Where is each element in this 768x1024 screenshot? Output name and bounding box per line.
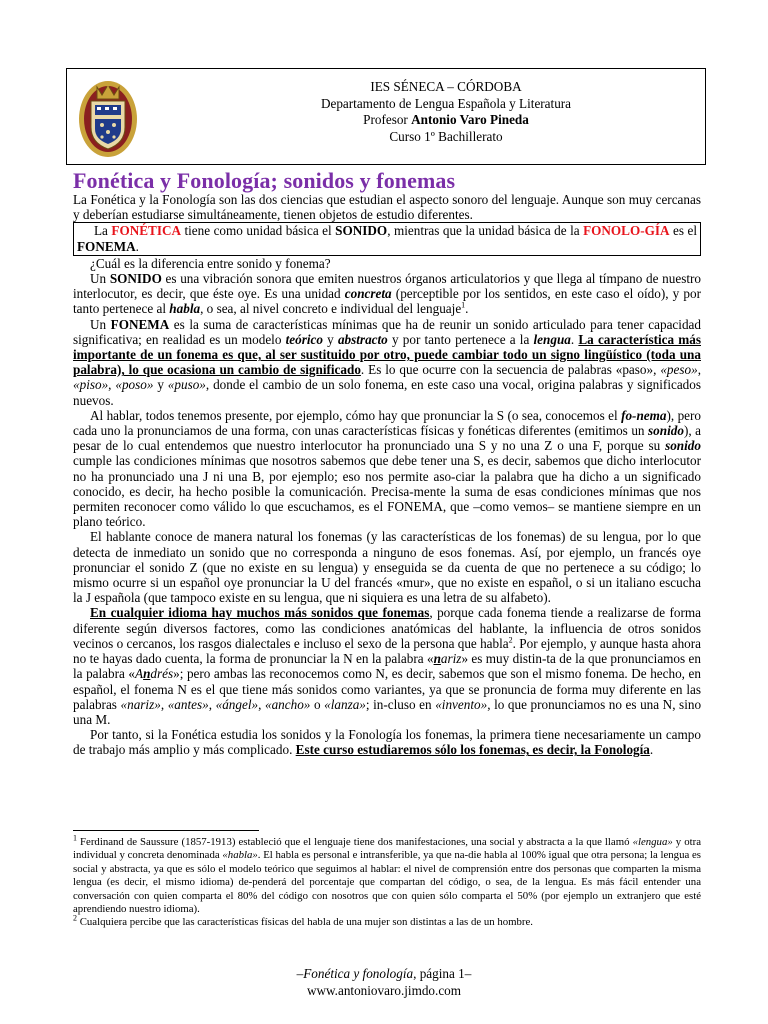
- school-crest-icon: [77, 75, 139, 159]
- website-link[interactable]: www.antoniovaro.jimdo.com: [306, 983, 462, 998]
- school-name: IES SÉNECA – CÓRDOBA: [370, 79, 522, 94]
- teacher-name: Antonio Varo Pineda: [411, 112, 529, 127]
- footnote-2: $^2$ Cualquiera percibe que las características físicas del habla de una mujer son distintas a las de un hombre.: [73, 913, 534, 929]
- course: Curso 1º Bachillerato: [389, 128, 503, 144]
- key-definition-box: La FONÉTICA tiene como unidad básica el SONIDO, mientras que la unidad básica de la FONOLO-GÍA es el FONEMA.: [73, 222, 701, 255]
- paragraph-intro: La Fonética y la Fonología son las dos ciencias que estudian el aspecto sonoro del lenguaje. Aunque son muy cercanas y deberían estudiarse simultáneamente, tienen objetos de estudio diferentes.: [73, 192, 701, 223]
- footnote-1: $^1$ Ferdinand de Saussure (1857-1913) estableció que el lenguaje tiene dos manifestaciones, una social y abstracta a la que llamó «lengua» y otra individual y concreta denominada «habla». El habla es personal e intransferible, ya que na-die habla al 100% igual que otra persona; la lengua es social y abstracta, ya que es sólo el modelo teórico que seguimos al hablar: el nivel de comprensión entre dos personas que comparten la misma lengua (es decir, el mismo idioma) de-penderá del porcentaje que compartan del código, o sea, de la lengua. Es más fácil entender una conversación con quien comparta el 80% del código con nosotros que con quien sólo comparta el 50% (por ejemplo un extranjero que esté aprendiendo nuestro idioma).: [73, 833, 701, 916]
- header-box: [66, 68, 706, 165]
- paragraph-idioma: En cualquier idioma hay muchos más sonidos que fonemas, porque cada fonema tiende a realizarse de forma diferente según diversos factores, como las condiciones anatómicas del hablante, la influencia de otros sonidos vecinos o cercanos, los rasgos dialectales e incluso el sexo de la persona que habla$^2$. Por ejemplo, y aunque hasta ahora no te hayas dado cuenta, la forma de pronunciar la N en la palabra «nariz» es muy distin-ta de la que pronunciamos en la palabra «Andrés»; pero ambas las reconocemos como N, es decir, sabemos que son el mismo fonema. De hecho, en español, el fonema N es el que tiene más sonidos como variantes, ya que se pronuncia de forma muy diferente en las palabras «nariz», «antes», «ángel», «ancho» o «lanza»; in-cluso en «invento», lo que pronunciamos no es una N, sino una M.: [73, 605, 702, 727]
- paragraph-question: ¿Cuál es la diferencia entre sonido y fonema?: [90, 255, 331, 271]
- paragraph-hablar: Al hablar, todos tenemos presente, por ejemplo, cómo hay que pronunciar la S (o sea, conocemos el fo-nema), pero cada uno la pronunciamos de una forma, con unas características físicas y fonéticas diferentes (emitimos un sonido), a pesar de lo cual entendemos que nuestro interlocutor ha pronunciado una S y no una Z o una F, porque su sonido cumple las condiciones mínimas que nosotros sabemos que debe tener una S, es decir, sabemos que dicho interlocutor no ha pronunciado una J ni una B, por ejemplo; eso nos permite aso-ciar la palabra que ha dicho a un significado conocido, es decir, ha hecho posible la comunicación. Precisa-mente la suma de esas condiciones mínimas que nos permiten reconocer como válido lo que escuchamos, es el FONEMA, que –como vemos– se mantiene siempre en un plano teórico.: [73, 407, 702, 530]
- header-lines: [227, 79, 665, 145]
- footnotes: [73, 833, 701, 930]
- footnote-divider: [73, 830, 259, 831]
- page-number: –Fonética y fonología, página 1–: [296, 966, 472, 981]
- document-body: [73, 192, 701, 758]
- page-footer: [0, 965, 768, 999]
- paragraph-fonema: Un FONEMA es la suma de características mínimas que ha de reunir un sonido articulado para tener capacidad significativa; en realidad es un modelo teórico y abstracto y por tanto pertenece a la lengua. La característica más importante de un fonema es que, al ser sustituido por otro, puede cambiar todo un signo lingüístico (toda una palabra), lo que ocasiona un cambio de significado. Es lo que ocurre con la secuencia de palabras «paso», «peso», «piso», «poso» y «puso», donde el cambio de un solo fonema, en este caso una vocal, origina palabras y significados nuevos.: [73, 316, 702, 408]
- department: Departamento de Lengua Española y Literatura: [320, 95, 572, 111]
- paragraph-sonido: Un SONIDO es una vibración sonora que emiten nuestros órganos articulatorios y que llega al tímpano de nuestro interlocutor, es decir, que éste oye. Es una unidad concreta (perceptible por los sentidos, en este caso el oído), y por tanto pertenece al habla, o sea, al nivel concreto e individual del lenguaje$^1$.: [73, 271, 701, 317]
- page-title: Fonética y Fonología; sonidos y fonemas: [73, 168, 456, 193]
- paragraph-hablante: El hablante conoce de manera natural los fonemas (y las características de los fonemas) de su lengua, por lo que detecta de inmediato un sonido que no corresponda a ninguno de esos fonemas. Así, por ejemplo, un francés oye pronunciar el sonido Z (que no existe en su lengua) y enseguida se da cuenta de que no pertenece a su código; lo mismo ocurre si un español oye pronunciar la U del francés «mur», que no existe en español, o si un italiano escucha la J española (que tampoco existe en su lengua, que ni siquiera es una letra de su alfabeto).: [73, 529, 701, 606]
- paragraph-conclusion: Por tanto, si la Fonética estudia los sonidos y la Fonología los fonemas, la primera tiene necesariamente un campo de trabajo más amplio y más complicado. Este curso estudiaremos sólo los fonemas, es decir, la Fonología.: [73, 727, 701, 758]
- teacher: Profesor Antonio Varo Pineda: [363, 112, 529, 127]
